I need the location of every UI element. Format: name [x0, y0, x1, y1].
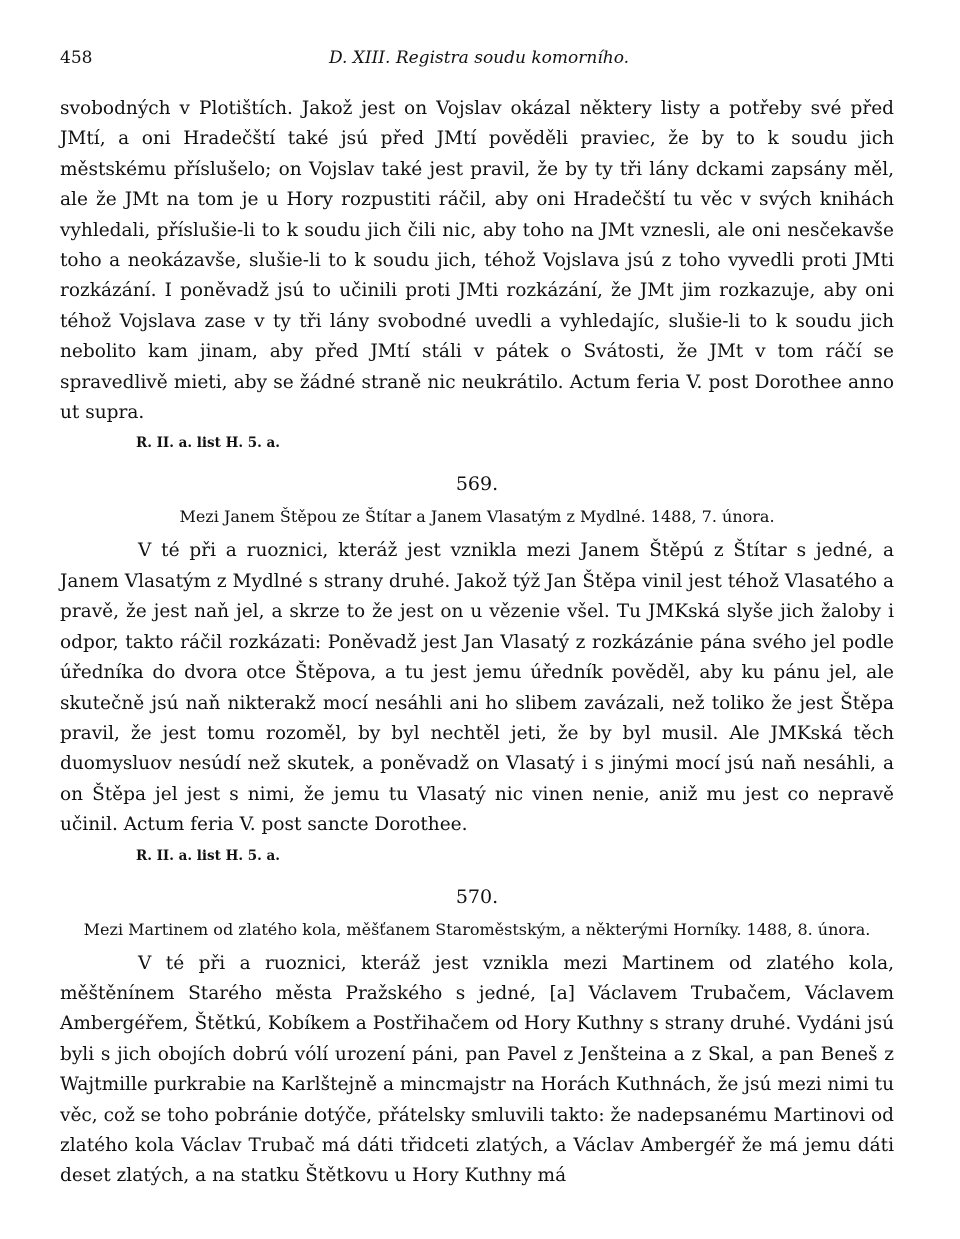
page-body [60, 94, 894, 1192]
continuation-paragraph: svobodných v Plotištích. Jakož jest on Vojslav okázal některу listy a potřeby své před JMtí, a oni Hradečští také jsú před JMtí pověděli praviec, že by to k soudu jich městskému příslušelo; on Vojslav také jest pravil, že by ty tři lány dckami zapsány měl, ale že JMt na tom je u Hory rozpustiti ráčil, aby oni Hradečští tu věc v svých knihách vyhledali, příslušie-li to k soudu jich čili nic, aby toho na JMt vznesli, ale oni nesčekavše toho a neokázavše, slušie-li to k soudu jich, téhož Vojslava jsú z toho vyvedli proti JMti rozkázání. I poněvadž jsú to učinili proti JMti rozkázání, že JMt jim rozkazuje, aby oni téhož Vojslava zase v ty tři lány svobodné uvedli a vyhledajíc, slušie-li to k soudu jich nebolito kam jinam, aby před JMtí stáli v pátek o Svátosti, že JMt v tom ráčí se spravedlivě mieti, aby se žádné straně nic neukrátilo. Actum feria V. post Dorothee anno ut supra. [60, 98, 894, 424]
entry-title: Mezi Martinem od zlatého kola, měšťanem Staroměstským, a některými Horníky. 1488, 8. února. [83, 919, 871, 939]
page-number: 458 [60, 48, 93, 68]
entry-title: Mezi Janem Štěpou ze Štítar a Janem Vlasatým z Mydlné. 1488, 7. února. [179, 507, 775, 527]
source-reference: R. II. a. list H. 5. a. [136, 435, 280, 452]
entry-number: 569. [455, 473, 499, 496]
page-header [60, 44, 898, 74]
running-head: D. XIII. Registra soudu komorního. [328, 48, 630, 68]
source-reference: R. II. a. list H. 5. a. [136, 847, 280, 864]
entry-number: 570. [455, 885, 499, 908]
entry-paragraph: V té při a ruoznici, kteráž jest vznikla mezi Janem Štěpú z Štítar s jedné, a Janem Vlasatým z Mydlné s strany druhé. Jakož týž Jan Štěpa vinil jest téhož Vlasatého a pravě, že jest naň jel, a skrze to že jest on u vězenie všel. Tu JMKská slyše jich žaloby i odpor, takto ráčil rozkázati: Poněvadž jest Jan Vlasatý z rozkázánie pána svého jel podle úředníka do dvora otce Štěpova, a tu jest jemu úředník pověděl, aby ku pánu jel, ale skutečně jsú naň nikterakž mocí nesáhli ani ho slibem zavázali, než toliko že jest Štěpa pravil, že jest tomu rozoměl, by byl nechtěl jeti, že by byl musil. Ale JMKská těch duomysluov nesúdí než skutek, a poněvadž on Vlasatý i s jinými mocí jsú naň nesáhli, a on Štěpa jel jest s nimi, že jemu tu Vlasatý nic vinen nenie, aniž mu jest co nepravě učinil. Actum feria V. post sancte Dorothee. [60, 540, 894, 836]
entry-paragraph: V té při a ruoznici, kteráž jest vznikla mezi Martinem od zlatého kola, měštěnínem Starého města Pražského s jedné, [a] Václavem Trubačem, Václavem Ambergéřem, Štětkú, Kobíkem a Postřihačem od Hory Kuthny s strany druhé. Vydáni jsú byli s jich obojích dobrú vólí urození páni, pan Pavel z Jenšteina a z Skal, a pan Beneš z Wajtmille purkrabie na Karlštejně a mincmajstr na Horách Kuthnách, že jsú mezi nimi tu věc, což se toho pobránie dotýče, přátelsky smluvili takto: že nadepsanému Martinovi od zlatého kola Václav Trubač má dáti třidceti zlatých, a Václav Ambergéř že má jemu dáti deset zlatých, a na statku Štětkovu u Hory Kuthny má [60, 952, 894, 1187]
